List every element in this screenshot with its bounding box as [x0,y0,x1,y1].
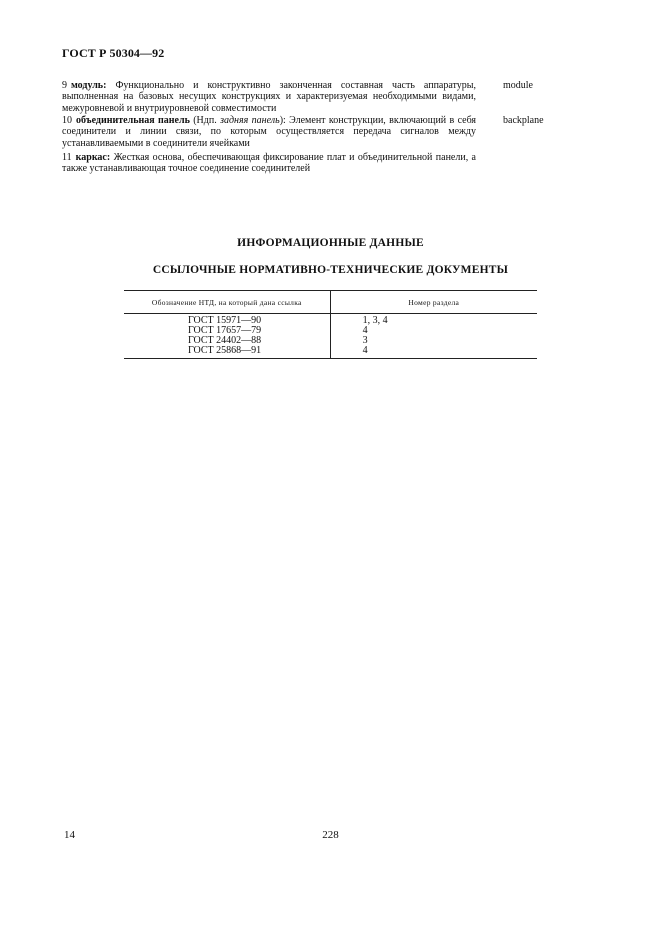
term-entry-11 [62,152,476,175]
term-definition: Жесткая основа, обеспечивающая фиксирование плат и объединительной панели, а также устанавливающая точное соединение соединителей [62,152,476,175]
section-cell: 4 [362,325,368,336]
page-number-center: 228 [322,829,339,841]
term-alt-prefix: (Ндп. [189,115,221,126]
term-entry-10 [62,115,476,149]
info-data-title: ИНФОРМАЦИОННЫЕ ДАННЫЕ [237,237,424,249]
term-separator: : [103,80,107,91]
section-cell: 3 [362,335,368,346]
section-cell: 4 [330,346,537,359]
column-header-document: Обозначение НТД, на который дана ссылка [124,291,330,314]
column-header-section: Номер раздела [330,291,537,314]
document-cell: ГОСТ 24402—88 [124,336,330,346]
term-english-9: module [503,80,533,91]
table-row [124,314,537,327]
term-entry-9 [62,80,476,114]
document-cell: ГОСТ 15971—90 [124,314,330,327]
page-number-left: 14 [64,829,75,841]
term-deprecated-name: задняя панель [220,115,280,126]
document-cell: ГОСТ 17657—79 [124,326,330,336]
term-number: 10 [62,115,72,126]
term-definition: Элемент конструкции, включающий в себя соединители и линии связи, по которым осуществляется передача сигналов между устанавливаемыми в соединители ячейками [62,115,477,149]
table-row [124,326,537,336]
references-table [124,290,537,359]
term-number: 9 [62,80,67,91]
term-separator: : [106,152,111,163]
references-title: ССЫЛОЧНЫЕ НОРМАТИВНО-ТЕХНИЧЕСКИЕ ДОКУМЕНТЫ [152,264,509,276]
table-row [124,336,537,346]
term-number: 11 [62,152,72,163]
table-header-row [124,291,537,314]
document-cell: ГОСТ 25868—91 [124,346,330,359]
section-cell: 1, 3, 4 [362,315,388,326]
term-definition: Функционально и конструктивно законченная составная часть аппаратуры, выполненная на базовых несущих конструкциях и характеризуемая необходимыми видами, межуровневой и внутриуровневой совместимости [62,80,476,114]
term-alt-suffix: ): [279,115,286,126]
term-name: объединительная панель [76,115,190,126]
term-name: каркас [75,152,107,163]
term-english-10: backplane [503,115,544,126]
term-name: модуль [71,80,104,91]
table-row [124,346,537,359]
document-header: ГОСТ Р 50304—92 [62,46,165,60]
